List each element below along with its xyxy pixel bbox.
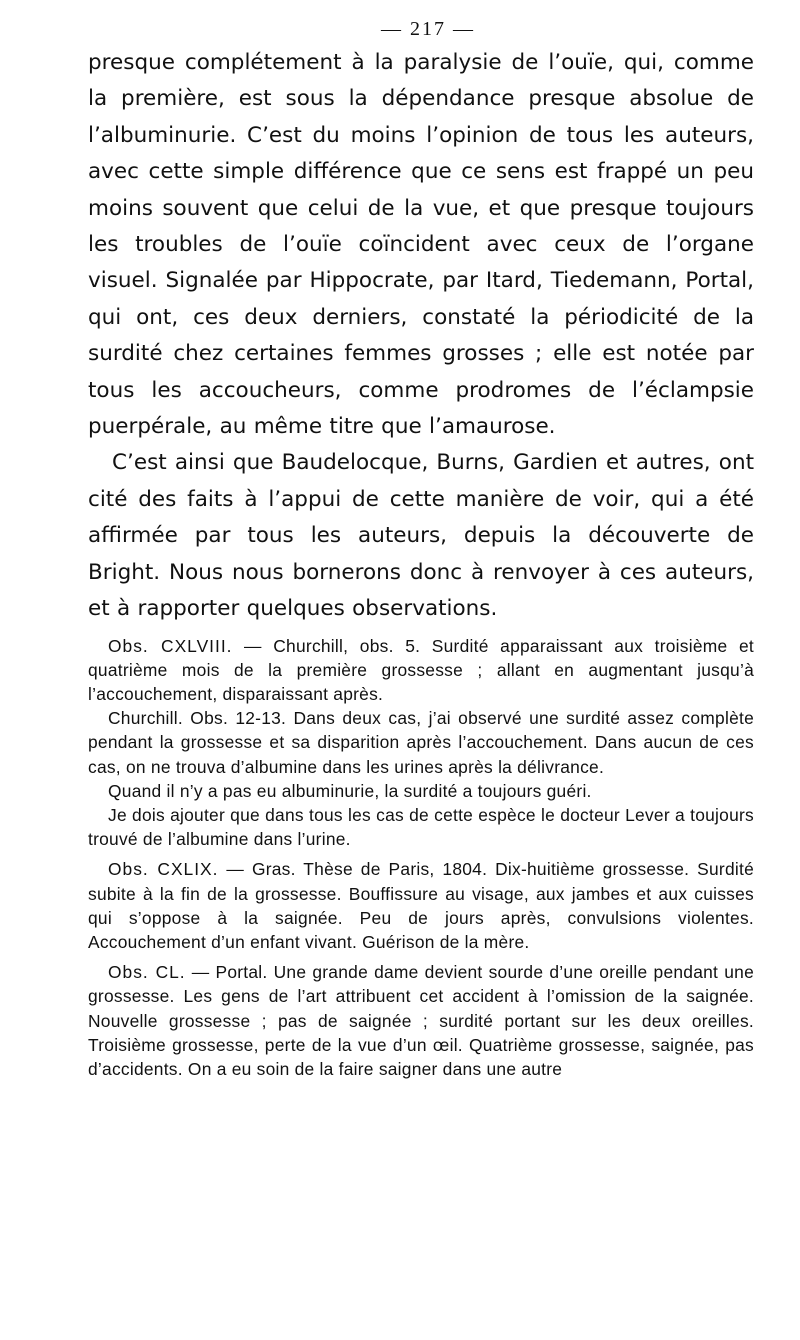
observation-text: — Gras. Thèse de Paris, 1804. Dix-huitième grossesse. Surdité subite à la fin de la grossesse. Bouffissure au visage, aux jambes et aux cuisses qui s’oppose à la saignée. Peu de jours après, convulsions violentes. Accouchement d’un enfant vivant. Guérison de la mère. xyxy=(88,859,754,952)
body-paragraph-1: presque complétement à la paralysie de l’ouïe, qui, comme la première, est sous la dépendance presque absolue de l’albuminurie. C’est du moins l’opinion de tous les auteurs, avec cette simple différence que ce sens est frappé un peu moins souvent que celui de la vue, et que presque toujours les troubles de l’ouïe coïncident avec ceux de l’organe visuel. Signalée par Hippocrate, par Itard, Tiedemann, Portal, qui ont, ces deux derniers, constaté la périodicité de la surdité chez certaines femmes grosses ; elle est notée par tous les accoucheurs, comme prodromes de l’éclampsie puerpérale, au même titre que l’amaurose. xyxy=(88,50,754,440)
book-page xyxy=(88,18,754,1081)
observation-text: — Portal. Une grande dame devient sourde d’une oreille pendant une grossesse. Les gens de l’art attribuent cet accident à l’omission de la saignée. Nouvelle grossesse ; pas de saignée ; surdité portant sur les deux oreilles. Troisième grossesse, perte de la vue d’un œil. Quatrième grossesse, saignée, pas d’accidents. On a eu soin de la faire saigner dans une autre xyxy=(88,962,754,1079)
observation-148-note-2 xyxy=(88,803,754,851)
observation-148 xyxy=(88,634,754,707)
observation-text: Churchill. Obs. 12-13. Dans deux cas, j’ai observé une surdité assez complète pendant la grossesse et sa disparition après l’accouchement. Dans aucun de ces cas, on ne trouva d’albumine dans les urines après la délivrance. xyxy=(88,708,754,777)
body-paragraph-2: C’est ainsi que Baudelocque, Burns, Gardien et autres, ont cité des faits à l’appui de cette manière de voir, qui a été affirmée par tous les auteurs, depuis la découverte de Bright. Nous nous bornerons donc à renvoyer à ces auteurs, et à rapporter quelques observations. xyxy=(88,450,754,622)
observation-text: Je dois ajouter que dans tous les cas de cette espèce le docteur Lever a toujours trouvé de l’albumine dans l’urine. xyxy=(88,804,754,850)
page-number: — 217 — xyxy=(381,18,475,40)
observation-heading: Obs. CL. xyxy=(108,962,186,983)
observation-heading: Obs. CXLIX. xyxy=(108,859,219,880)
observations-section xyxy=(88,634,754,1082)
observation-148-churchill xyxy=(88,706,754,779)
observation-150 xyxy=(88,960,754,1081)
observation-text: Quand il n’y a pas eu albuminurie, la surdité a toujours guéri. xyxy=(108,780,592,801)
observation-148-note-1 xyxy=(88,779,754,803)
observation-heading: Obs. CXLVIII. xyxy=(108,635,233,656)
observation-text: — Churchill, obs. 5. Surdité apparaissant aux troisième et quatrième mois de la première grossesse ; allant en augmentant jusqu’à l’accouchement, disparaissant après. xyxy=(88,635,754,704)
observation-149 xyxy=(88,857,754,954)
